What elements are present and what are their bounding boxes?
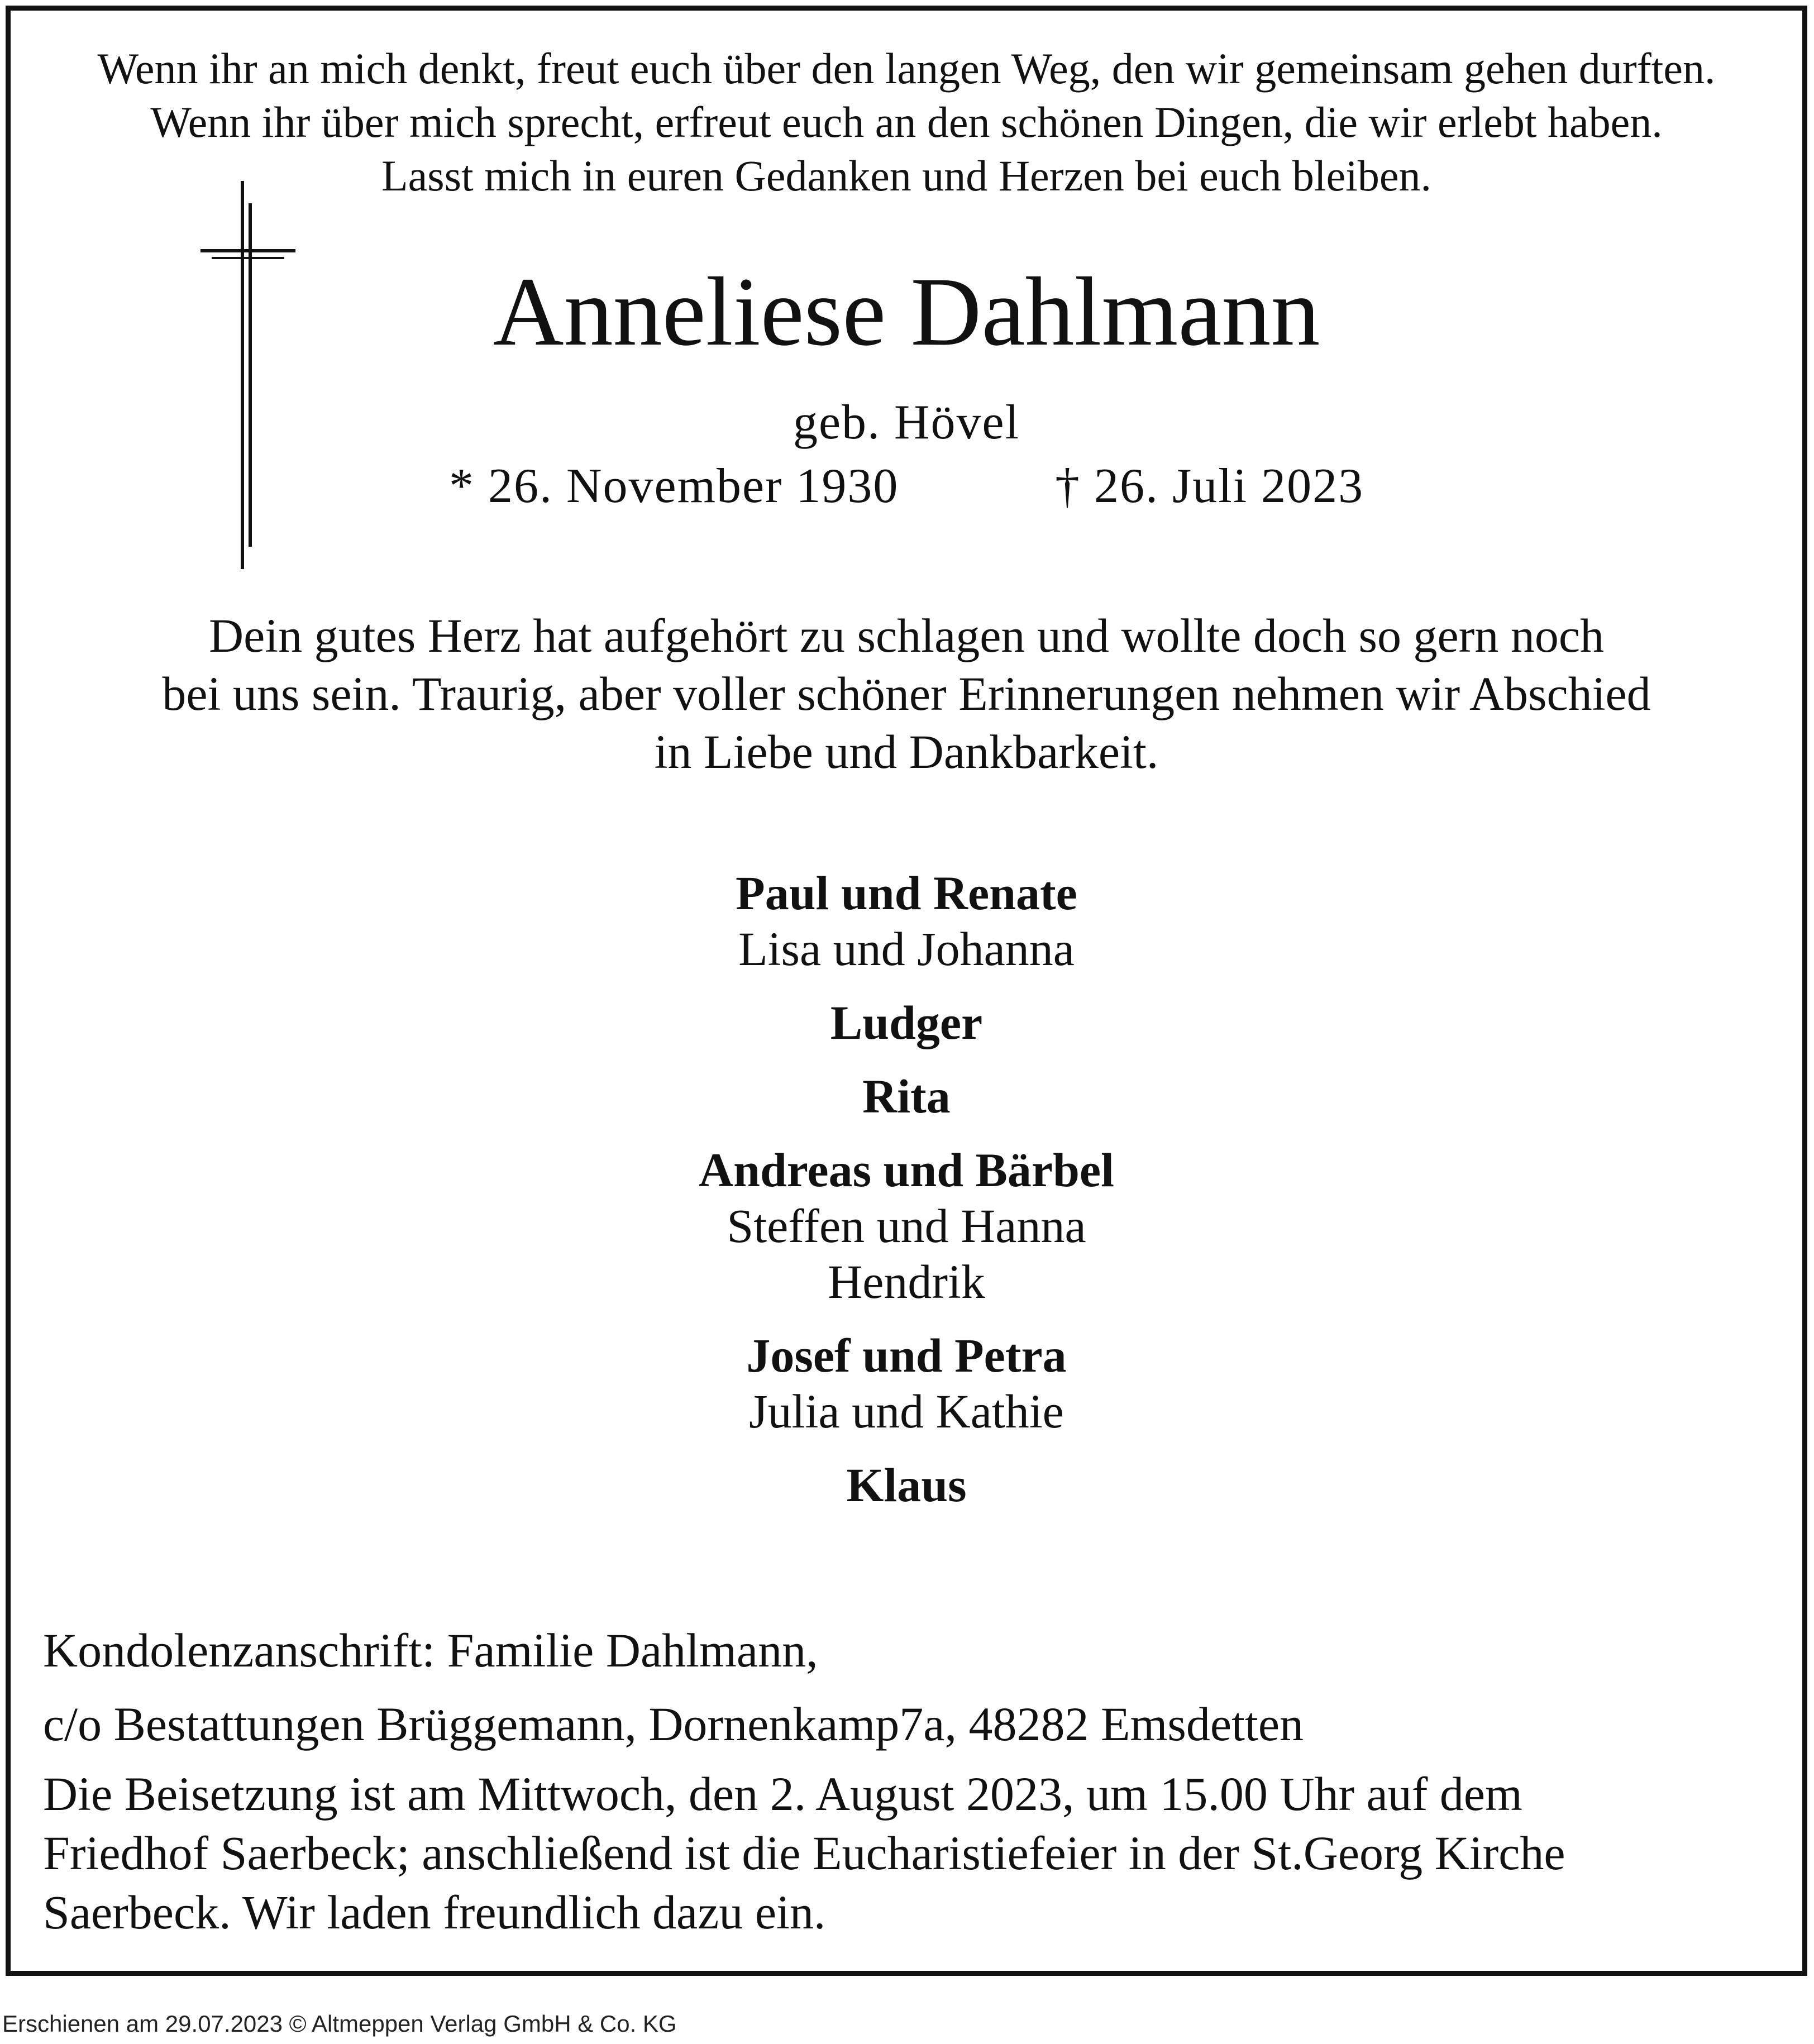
mourner-main: Klaus [846, 1458, 967, 1512]
mourner-group [11, 1327, 1802, 1439]
mourner-main: Rita [862, 1069, 951, 1123]
mourner-group [11, 865, 1802, 977]
maiden-name: geb. Hövel [793, 395, 1020, 450]
mourner-sub: Steffen und Hanna [727, 1199, 1086, 1253]
cross-beam-top [201, 249, 295, 252]
mourner-group [11, 1457, 1802, 1513]
address-line: c/o Bestattungen Brüggemann, Dornenkamp7a, 48282 Emsdetten [43, 1697, 1304, 1751]
funeral-line: Die Beisetzung ist am Mittwoch, den 2. August 2023, um 15.00 Uhr auf dem [43, 1767, 1522, 1821]
motto [11, 42, 1802, 203]
mourner-main: Paul und Renate [736, 866, 1077, 920]
funeral-info [43, 1764, 1565, 1942]
mourner-main: Josef und Petra [746, 1329, 1067, 1382]
mourner-sub: Julia und Kathie [749, 1384, 1064, 1438]
funeral-line: Saerbeck. Wir laden freundlich dazu ein. [43, 1885, 826, 1939]
address-line: Kondolenzanschrift: Familie Dahlmann, [43, 1623, 818, 1677]
birth-date: * 26. November 1930 [449, 459, 899, 513]
motto-line: Wenn ihr an mich denkt, freut euch über den langen Weg, den wir gemeinsam gehen durften. [97, 44, 1716, 93]
funeral-line: Friedhof Saerbeck; anschließend ist die Eucharistiefeier in der St.Georg Kirche [43, 1826, 1565, 1880]
cross-shaft-right [249, 203, 252, 547]
publication-footer: Erschienen am 29.07.2023 © Altmeppen Verlag GmbH & Co. KG [2, 2010, 677, 2037]
mourners-list [11, 865, 1802, 1531]
farewell-text [11, 606, 1802, 781]
mourner-sub: Lisa und Johanna [738, 922, 1075, 976]
mourner-sub: Hendrik [828, 1255, 985, 1308]
cross-shaft-left [241, 181, 244, 569]
motto-line: Wenn ihr über mich sprecht, erfreut euch an den schönen Dingen, die wir erlebt haben. [150, 98, 1663, 146]
farewell-line: Dein gutes Herz hat aufgehört zu schlagen und wollte doch so gern noch [209, 609, 1604, 662]
motto-line: Lasst mich in euren Gedanken und Herzen bei euch bleiben. [381, 151, 1431, 200]
mourner-group [11, 1068, 1802, 1124]
condolence-address [43, 1613, 1304, 1761]
notice-frame [6, 6, 1807, 1976]
mourner-group [11, 995, 1802, 1050]
farewell-line: bei uns sein. Traurig, aber voller schöner Erinnerungen nehmen wir Abschied [162, 667, 1651, 720]
farewell-line: in Liebe und Dankbarkeit. [654, 725, 1159, 779]
mourner-main: Andreas und Bärbel [699, 1143, 1114, 1197]
mourner-group [11, 1142, 1802, 1310]
deceased-name: Anneliese Dahlmann [493, 257, 1320, 366]
mourner-main: Ludger [830, 996, 983, 1049]
death-date: † 26. Juli 2023 [1055, 459, 1364, 513]
cross-icon [201, 181, 295, 569]
